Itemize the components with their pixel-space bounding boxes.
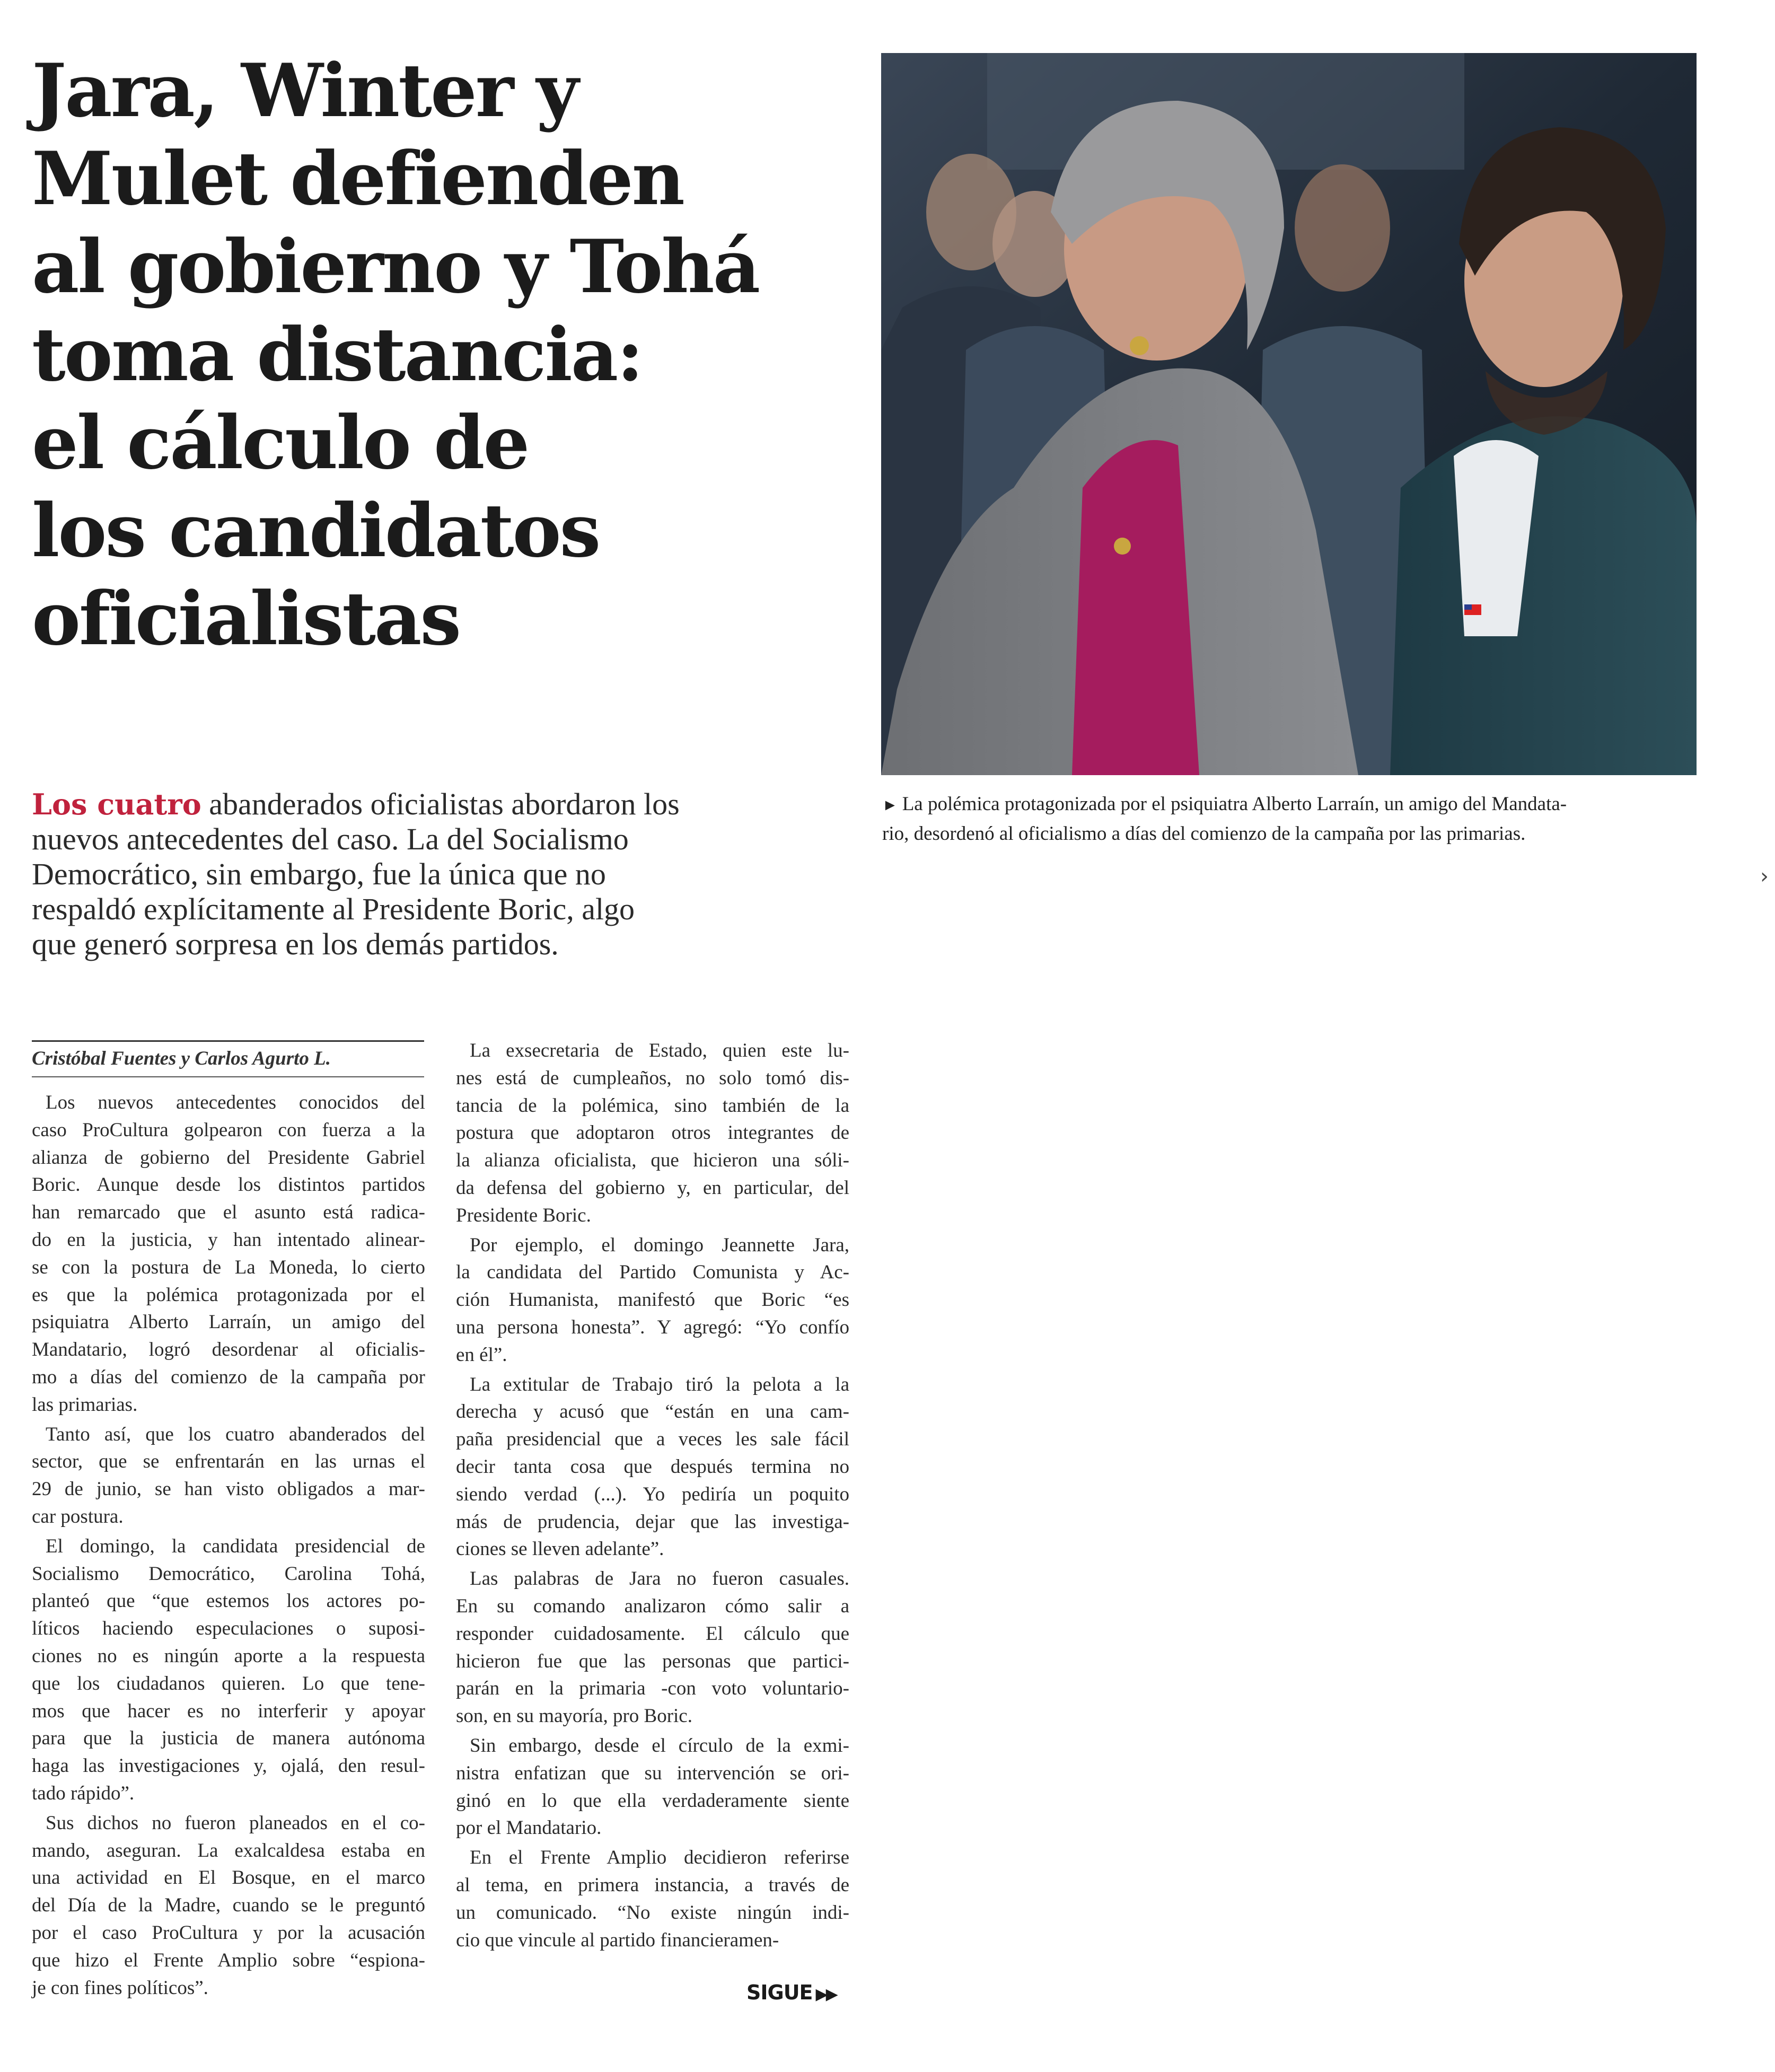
chevron-right-icon: › xyxy=(1760,864,1769,889)
body-line: En el Frente Amplio decidieron referirse xyxy=(470,1847,849,1869)
headline-line: Mulet defienden xyxy=(32,135,683,222)
body-line: ginó en lo que ella verdaderamente siente xyxy=(456,1789,849,1812)
body-line: tado rápido”. xyxy=(32,1782,135,1804)
body-line: la candidata del Partido Comunista y Ac- xyxy=(456,1261,849,1284)
body-line: planteó que “que estemos los actores po- xyxy=(32,1590,425,1612)
lead-line: Democrático, sin embargo, fue la única que no xyxy=(32,857,606,891)
lead-line: respaldó explícitamente al Presidente Boric, algo xyxy=(32,892,635,926)
body-line: ciones se lleven adelante”. xyxy=(456,1538,664,1560)
body-line: al tema, en primera instancia, a través de xyxy=(456,1874,849,1896)
body-line: je con fines políticos”. xyxy=(32,1977,208,1999)
lead-line: Los cuatro abanderados oficialistas abordaron los xyxy=(32,787,680,821)
byline-rule-bottom xyxy=(32,1076,424,1077)
body-line: por el Mandatario. xyxy=(456,1817,602,1839)
photo-illustration xyxy=(881,53,1697,775)
headline-line: toma distancia: xyxy=(32,311,643,398)
photo-caption xyxy=(882,790,1699,848)
headline xyxy=(32,47,848,663)
body-line: Presidente Boric. xyxy=(456,1204,591,1226)
body-line: líticos haciendo especulaciones o suposi- xyxy=(32,1618,425,1640)
byline: Cristóbal Fuentes y Carlos Agurto L. xyxy=(32,1048,331,1069)
body-line: mo a días del comienzo de la campaña por xyxy=(32,1366,425,1388)
body-line: siendo verdad (...). Yo pediría un poquito xyxy=(456,1483,849,1505)
body-line: alianza de gobierno del Presidente Gabriel xyxy=(32,1146,425,1169)
body-line: 29 de junio, se han visto obligados a mar- xyxy=(32,1478,425,1500)
body-line: un comunicado. “No existe ningún indi- xyxy=(456,1901,849,1924)
body-line: paña presidencial que a veces les sale fácil xyxy=(456,1428,849,1451)
body-paragraph xyxy=(32,1089,425,1419)
body-line: mos que hacer es no interferir y apoyar xyxy=(32,1700,425,1722)
caption-arrow-icon: ► xyxy=(882,796,898,814)
body-line: Sus dichos no fueron planeados en el co- xyxy=(46,1812,425,1834)
body-line: una actividad en El Bosque, en el marco xyxy=(32,1867,425,1889)
body-line: en él”. xyxy=(456,1344,507,1366)
body-line: caso ProCultura golpearon con fuerza a la xyxy=(32,1119,425,1141)
body-line: Los nuevos antecedentes conocidos del xyxy=(46,1092,425,1113)
article-photo xyxy=(881,53,1697,775)
body-line: tancia de la polémica, sino también de la xyxy=(456,1094,849,1117)
body-line: es que la polémica protagonizada por el xyxy=(32,1284,425,1306)
body-line: sector, que se enfrentarán en las urnas el xyxy=(32,1451,425,1473)
body-line: haga las investigaciones y, ojalá, den resul- xyxy=(32,1755,425,1777)
body-paragraph xyxy=(456,1371,849,1564)
body-line: psiquiatra Alberto Larraín, un amigo del xyxy=(32,1311,425,1333)
body-paragraph xyxy=(456,1232,849,1369)
body-line: Las palabras de Jara no fueron casuales. xyxy=(470,1568,849,1590)
body-line: En su comando analizaron cómo salir a xyxy=(456,1595,849,1617)
body-line: car postura. xyxy=(32,1505,124,1527)
body-line: Sin embargo, desde el círculo de la exmi- xyxy=(470,1734,849,1757)
byline-rule-top xyxy=(32,1040,424,1042)
body-line: las primarias. xyxy=(32,1393,138,1416)
body-paragraph xyxy=(456,1732,849,1842)
lead-line: nuevos antecedentes del caso. La del Socialismo xyxy=(32,822,629,856)
body-line: derecha y acusó que “están en una cam- xyxy=(456,1401,849,1423)
body-line: cio que vincule al partido financieramen- xyxy=(456,1929,779,1951)
body-line: mando, aseguran. La exalcaldesa estaba en xyxy=(32,1839,425,1862)
body-line: para que la justicia de manera autónoma xyxy=(32,1727,425,1750)
body-paragraph xyxy=(456,1844,849,1954)
double-arrow-icon: ▶▶ xyxy=(815,1985,836,2004)
body-line: parán en la primaria -con voto voluntario- xyxy=(456,1678,849,1700)
body-line: que hizo el Frente Amplio sobre “espiona- xyxy=(32,1949,425,1971)
body-line: Tanto así, que los cuatro abanderados del xyxy=(46,1423,425,1445)
caption-line: rio, desordenó al oficialismo a días del comienzo de la campaña por las primarias. xyxy=(882,823,1526,845)
body-line: responder cuidadosamente. El cálculo que xyxy=(456,1622,849,1645)
body-line: del Día de la Madre, cuando se le preguntó xyxy=(32,1894,425,1917)
body-line: que los ciudadanos quieren. Lo que tene- xyxy=(32,1672,425,1695)
lead-kicker: Los cuatro xyxy=(32,787,201,821)
body-line: ciones no es ningún aporte a la respuesta xyxy=(32,1645,425,1667)
headline-line: al gobierno y Tohá xyxy=(32,223,759,310)
body-line: decir tanta cosa que después termina no xyxy=(456,1455,849,1478)
body-line: postura que adoptaron otros integrantes de xyxy=(456,1122,849,1144)
body-line: Boric. Aunque desde los distintos partidos xyxy=(32,1174,425,1196)
body-paragraph xyxy=(456,1565,849,1730)
body-paragraph xyxy=(32,1533,425,1807)
continue-label: SIGUE xyxy=(746,1981,813,2004)
headline-line: el cálculo de xyxy=(32,399,529,486)
caption-line: ► La polémica protagonizada por el psiquiatra Alberto Larraín, un amigo del Mandata- xyxy=(882,793,1567,815)
body-line: Mandatario, logró desordenar al oficialis- xyxy=(32,1339,425,1361)
body-line: do en la justicia, y han intentado alinear- xyxy=(32,1228,425,1251)
body-line: La extitular de Trabajo tiró la pelota a la xyxy=(470,1373,849,1395)
body-line: una persona honesta”. Y agregó: “Yo confío xyxy=(456,1316,849,1338)
body-line: más de prudencia, dejar que las investiga- xyxy=(456,1511,849,1533)
body-line: La exsecretaria de Estado, quien este lu- xyxy=(470,1040,849,1061)
lead-paragraph xyxy=(32,787,721,962)
body-line: ción Humanista, manifestó que Boric “es xyxy=(456,1289,849,1311)
body-line: nes está de cumpleaños, no solo tomó dis- xyxy=(456,1067,849,1089)
body-line: nistra enfatizan que su intervención se ori- xyxy=(456,1762,849,1784)
body-line: hicieron fue que las personas que partici- xyxy=(456,1650,849,1672)
body-line: son, en su mayoría, pro Boric. xyxy=(456,1705,692,1727)
body-paragraph xyxy=(32,1421,425,1531)
body-line: se con la postura de La Moneda, lo cierto xyxy=(32,1256,425,1278)
body-paragraph xyxy=(456,1037,849,1230)
body-line: la alianza oficialista, que hicieron una sóli- xyxy=(456,1149,849,1172)
body-line: Socialismo Democrático, Carolina Tohá, xyxy=(32,1562,425,1585)
headline-line: Jara, Winter y xyxy=(32,47,577,134)
body-line: El domingo, la candidata presidencial de xyxy=(46,1535,425,1557)
body-line: por el caso ProCultura y por la acusación xyxy=(32,1921,425,1944)
body-column-1 xyxy=(32,1089,425,2004)
body-line: Por ejemplo, el domingo Jeannette Jara, xyxy=(470,1234,849,1256)
lead-line: que generó sorpresa en los demás partidos. xyxy=(32,927,559,961)
continue-marker xyxy=(746,1981,836,2004)
body-paragraph xyxy=(32,1810,425,2002)
headline-line: los candidatos xyxy=(32,487,600,574)
body-line: han remarcado que el asunto está radica- xyxy=(32,1201,425,1224)
body-line: da defensa del gobierno y, en particular, del xyxy=(456,1177,849,1199)
body-column-2 xyxy=(456,1037,849,1956)
headline-line: oficialistas xyxy=(32,575,460,662)
